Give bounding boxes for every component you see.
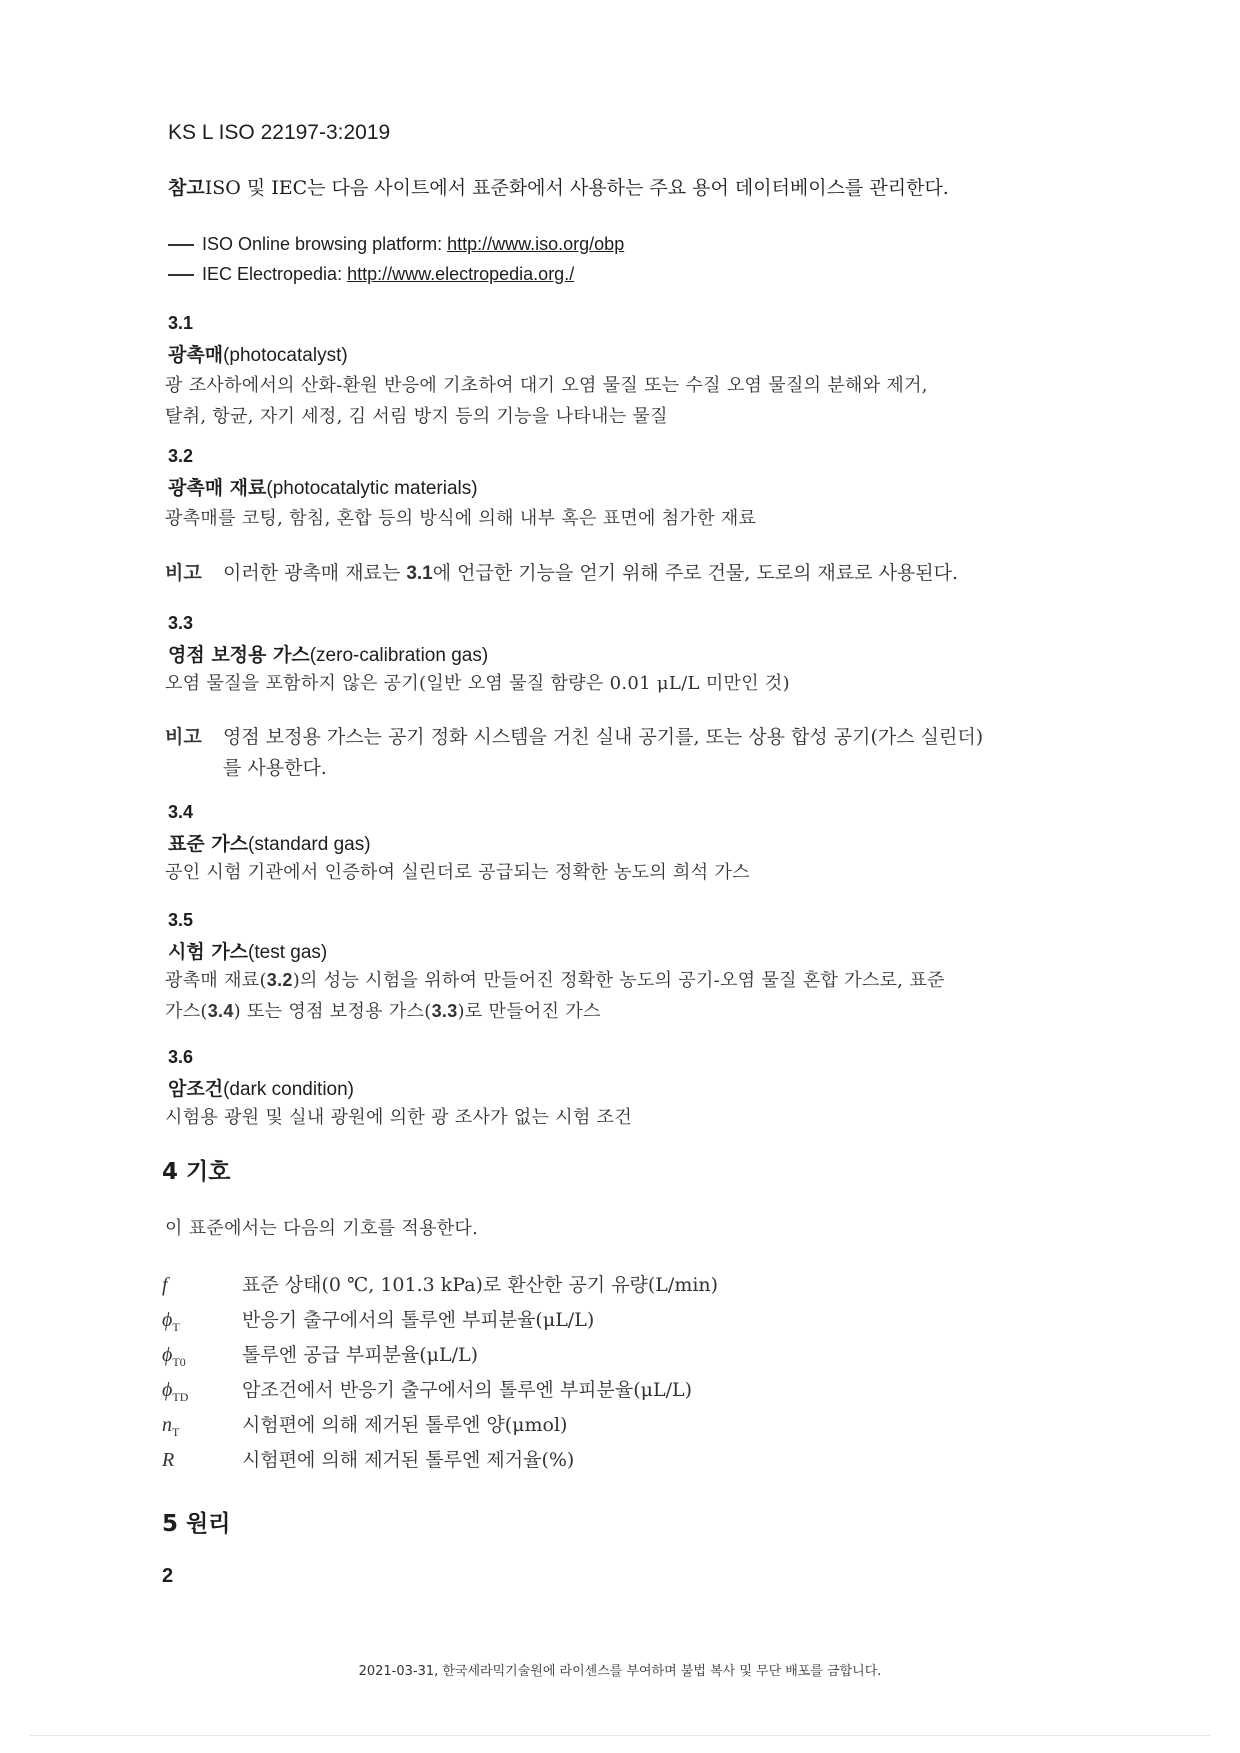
symbol-row — [162, 1305, 594, 1335]
dash-bullet — [168, 244, 194, 246]
reference-item-label: ISO Online browsing platform: — [202, 234, 448, 254]
symbol-subscript: T0 — [172, 1355, 186, 1369]
term-title — [168, 1074, 354, 1101]
symbol-char: ϕ — [162, 1309, 173, 1331]
term-korean: 광촉매 재료 — [168, 477, 267, 499]
definition-line: 시험용 광원 및 실내 광원에 의한 광 조사가 없는 시험 조건 — [165, 1107, 633, 1128]
definition-line: 공인 시험 기관에서 인증하여 실린더로 공급되는 정확한 농도의 희석 가스 — [165, 862, 750, 883]
term-definition — [165, 965, 945, 1027]
term-english: (photocatalyst) — [223, 345, 348, 366]
definition-reference: 3.4 — [207, 1001, 234, 1021]
section-intro: 이 표준에서는 다음의 기호를 적용한다. — [165, 1218, 479, 1239]
definition-reference: 3.3 — [431, 1001, 458, 1021]
definition-line — [165, 996, 945, 1027]
term-note — [165, 722, 983, 784]
symbol-subscript: T — [172, 1320, 180, 1334]
note-label: 비고 — [165, 562, 202, 584]
term-note — [165, 558, 958, 589]
symbol-char: f — [162, 1274, 168, 1296]
term-korean: 영점 보정용 가스 — [168, 644, 310, 666]
symbol-char: R — [162, 1449, 175, 1471]
symbol-row — [162, 1410, 567, 1440]
document-standard-id: KS L ISO 22197-3:2019 — [168, 121, 391, 144]
symbol-description: 톨루엔 공급 부피분율(μL/L) — [242, 1344, 479, 1366]
reference-item-label: IEC Electropedia: — [202, 264, 348, 284]
term-definition — [165, 503, 756, 534]
definition-line: 광촉매를 코팅, 함침, 혼합 등의 방식에 의해 내부 혹은 표면에 첨가한 재료 — [165, 508, 757, 529]
definition-text: 광촉매 재료( — [165, 970, 267, 991]
symbol-description: 반응기 출구에서의 톨루엔 부피분율(μL/L) — [242, 1309, 595, 1331]
symbol-description: 암조건에서 반응기 출구에서의 톨루엔 부피분율(μL/L) — [242, 1379, 693, 1401]
term-number: 3.3 — [168, 613, 194, 633]
term-english: (test gas) — [248, 942, 328, 963]
symbol-char: ϕ — [162, 1344, 173, 1366]
term-title — [168, 937, 327, 964]
term-number: 3.5 — [168, 910, 194, 930]
definition-text: )의 성능 시험을 위하여 만들어진 정확한 농도의 공기-오염 물질 혼합 가스로, 표준 — [292, 970, 945, 991]
term-definition — [165, 370, 928, 432]
term-english: (dark condition) — [223, 1079, 355, 1100]
definition-text: )로 만들어진 가스 — [457, 1001, 601, 1022]
symbol-row — [162, 1340, 478, 1370]
term-title — [168, 340, 348, 367]
symbol-description: 시험편에 의해 제거된 톨루엔 제거율(%) — [242, 1449, 575, 1471]
definition-line — [165, 965, 945, 996]
note-text: 를 사용한다. — [223, 757, 327, 779]
definition-line: 광 조사하에서의 산화-환원 반응에 기초하여 대기 오염 물질 또는 수질 오염 물질의 분해와 제거, — [165, 375, 928, 396]
reference-item-iec — [168, 258, 574, 290]
symbol-subscript: TD — [172, 1390, 189, 1404]
symbol — [162, 1274, 242, 1300]
definition-line: 탈취, 항균, 자기 세정, 김 서림 방지 등의 기능을 나타내는 물질 — [165, 406, 668, 427]
note-reference: 3.1 — [406, 563, 433, 584]
symbol — [162, 1414, 242, 1440]
symbol — [162, 1449, 242, 1475]
page-number: 2 — [162, 1565, 174, 1587]
symbol-row — [162, 1445, 574, 1475]
symbol-description: 표준 상태(0 ℃, 101.3 kPa)로 환산한 공기 유량(L/min) — [242, 1274, 719, 1296]
term-korean: 시험 가스 — [168, 941, 249, 963]
reference-item-iso — [168, 228, 624, 260]
term-english: (zero-calibration gas) — [309, 645, 489, 666]
note-text: 이러한 광촉매 재료는 — [223, 562, 407, 584]
term-definition — [165, 857, 750, 888]
definition-reference: 3.2 — [266, 970, 293, 990]
symbol — [162, 1309, 242, 1335]
note-label: 비고 — [165, 726, 202, 748]
term-english: (standard gas) — [248, 834, 371, 855]
term-korean: 표준 가스 — [168, 833, 249, 855]
term-title — [168, 473, 478, 500]
term-title — [168, 829, 371, 856]
symbol — [162, 1379, 242, 1405]
dash-bullet — [168, 274, 194, 276]
section-heading-principle: 5 원리 — [162, 1511, 231, 1537]
term-korean: 암조건 — [168, 1078, 224, 1100]
term-number: 3.2 — [168, 446, 194, 466]
reference-text: ISO 및 IEC는 다음 사이트에서 표준화에서 사용하는 주요 용어 데이터베이스를 관리한다. — [204, 177, 949, 199]
term-english: (photocatalytic materials) — [266, 478, 478, 499]
electropedia-link[interactable]: http://www.electropedia.org./ — [347, 264, 575, 284]
term-definition — [165, 668, 790, 699]
iso-obp-link[interactable]: http://www.iso.org/obp — [447, 234, 625, 254]
term-number: 3.1 — [168, 313, 194, 333]
definition-text: 가스( — [165, 1001, 208, 1022]
term-title — [168, 640, 488, 667]
term-definition — [165, 1102, 632, 1133]
note-text: 에 언급한 기능을 얻기 위해 주로 건물, 도로의 재료로 사용된다. — [432, 562, 959, 584]
symbol-description: 시험편에 의해 제거된 톨루엔 양(μmol) — [242, 1414, 568, 1436]
symbol-char: n — [162, 1414, 172, 1436]
license-footer: 2021-03-31, 한국세라믹기술원에 라이센스를 부여하며 불법 복사 및 무단 배포를 금합니다. — [358, 1664, 882, 1679]
reference-note — [168, 172, 949, 204]
term-korean: 광촉매 — [168, 344, 224, 366]
note-text: 영점 보정용 가스는 공기 정화 시스템을 거친 실내 공기를, 또는 상용 합성 공기(가스 실린더) — [223, 726, 984, 748]
symbol — [162, 1344, 242, 1370]
definition-text: ) 또는 영점 보정용 가스( — [233, 1001, 432, 1022]
term-number: 3.4 — [168, 802, 194, 822]
reference-label: 참고 — [168, 177, 205, 199]
section-heading-symbols: 4 기호 — [162, 1159, 231, 1185]
scan-edge-divider — [30, 1735, 1210, 1736]
definition-line: 오염 물질을 포함하지 않은 공기(일반 오염 물질 함량은 0.01 μL/L 미만인 것) — [165, 673, 790, 694]
symbol-row — [162, 1375, 692, 1405]
term-number: 3.6 — [168, 1047, 194, 1067]
symbol-char: ϕ — [162, 1379, 173, 1401]
symbol-row — [162, 1270, 718, 1300]
symbol-subscript: T — [172, 1425, 180, 1439]
